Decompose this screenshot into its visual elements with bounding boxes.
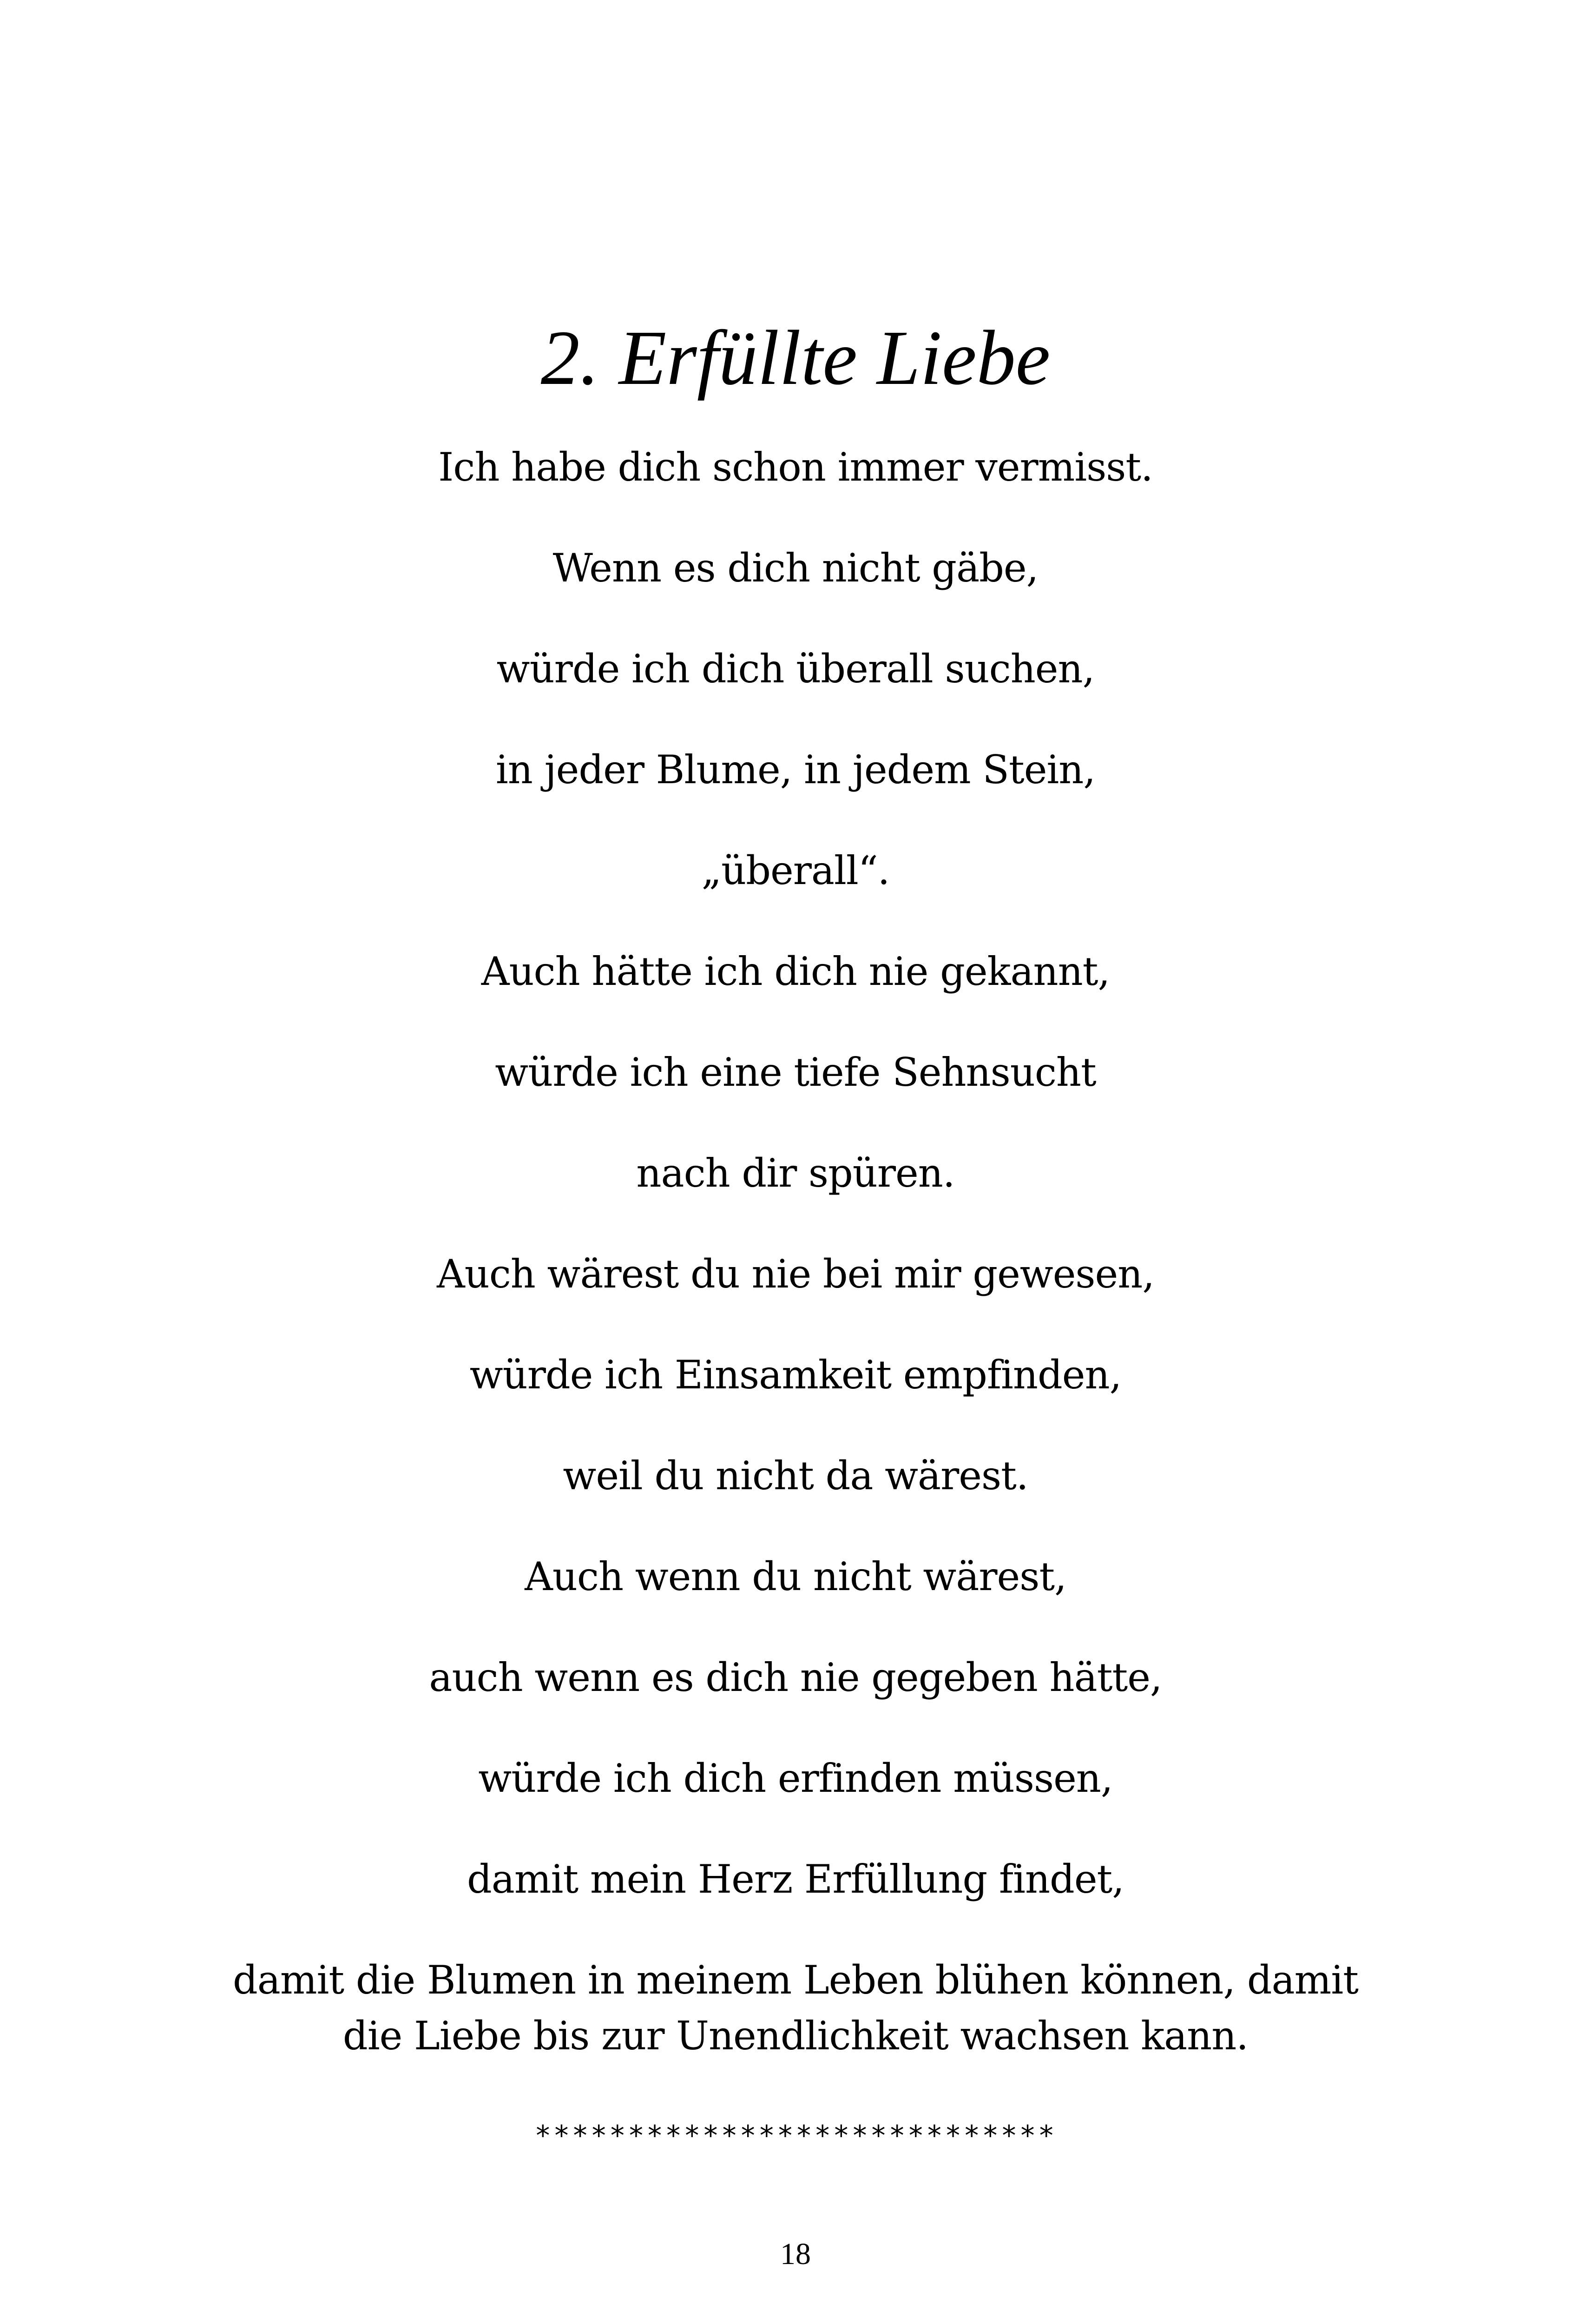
poem-line: Ich habe dich schon immer vermisst. (438, 444, 1153, 490)
poem-title: 2. Erfüllte Liebe (540, 315, 1051, 401)
poem-line: würde ich eine tiefe Sehnsucht (495, 1050, 1096, 1095)
poem-line: Auch wärest du nie bei mir gewesen, (436, 1251, 1155, 1297)
poem-line: die Liebe bis zur Unendlichkeit wachsen kann. (342, 2013, 1249, 2059)
poem-line: würde ich dich überall suchen, (496, 646, 1095, 692)
poem-line: „überall“. (701, 848, 890, 893)
poem-line: würde ich dich erfinden müssen, (478, 1756, 1113, 1801)
poem-line: in jeder Blume, in jedem Stein, (495, 747, 1096, 792)
poem-line: Auch wenn du nicht wärest, (525, 1554, 1066, 1599)
poem-line: würde ich Einsamkeit empfinden, (469, 1352, 1122, 1398)
poem-line: nach dir spüren. (636, 1150, 955, 1196)
poem-line: weil du nicht da wärest. (563, 1453, 1028, 1499)
poem-line: Wenn es dich nicht gäbe, (552, 545, 1039, 591)
poem-line: Auch hätte ich dich nie gekannt, (481, 949, 1110, 994)
section-separator: **************************** (534, 2119, 1057, 2152)
poem-line: damit mein Herz Erfüllung findet, (467, 1856, 1124, 1902)
poem-line: damit die Blumen in meinem Leben blühen können, damit (233, 1957, 1358, 2003)
poem-line: auch wenn es dich nie gegeben hätte, (429, 1655, 1162, 1700)
page-number: 18 (780, 2237, 811, 2271)
